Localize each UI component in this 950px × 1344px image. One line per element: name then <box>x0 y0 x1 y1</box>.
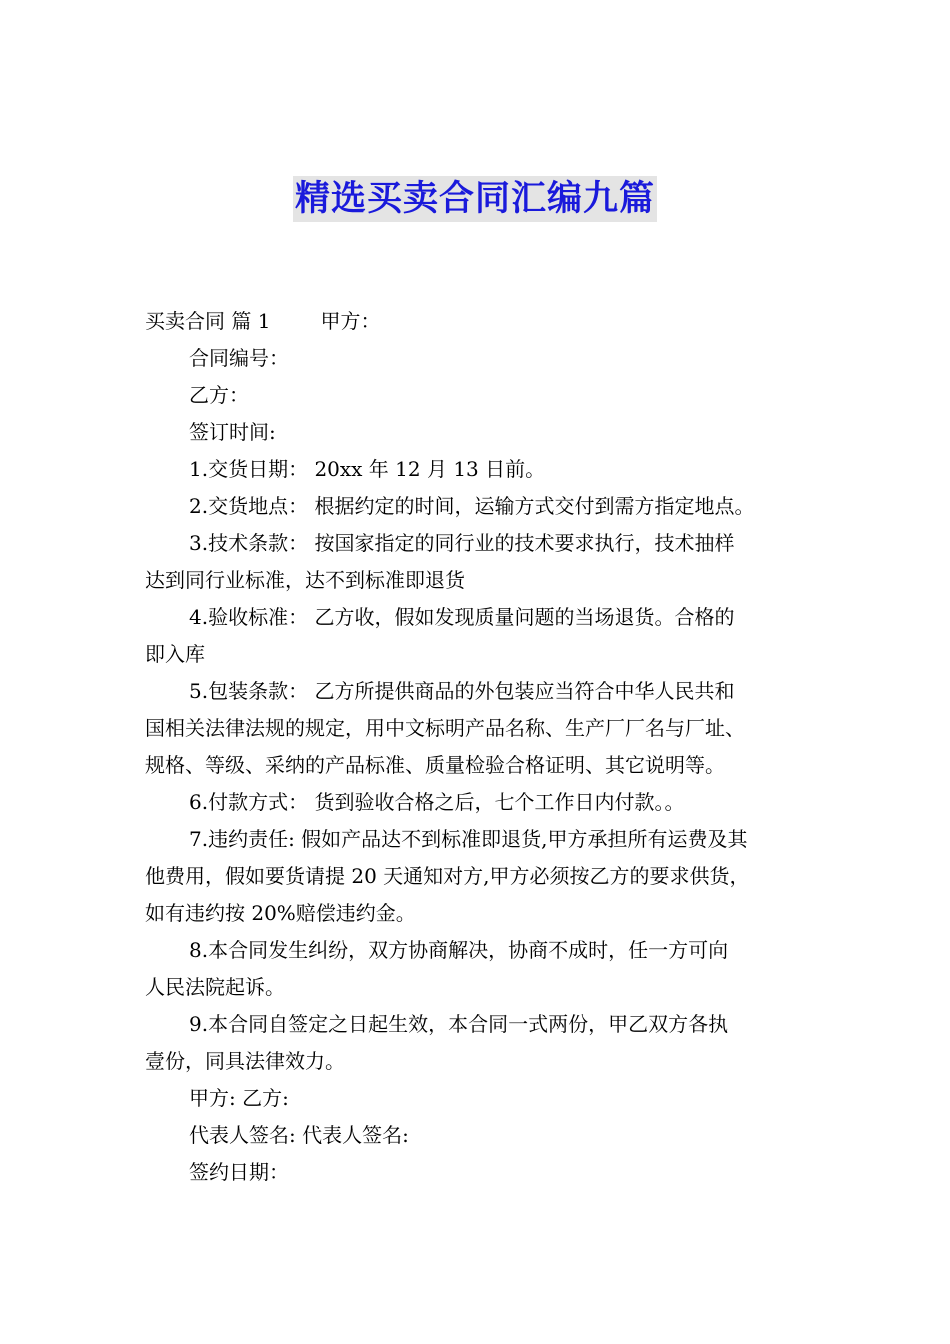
document-title: 精选买卖合同汇编九篇 <box>293 176 657 222</box>
clause-7-line-3: 如有违约按 20%赔偿违约金。 <box>145 901 416 925</box>
clause-4-line-1: 4.验收标准： 乙方收，假如发现质量问题的当场退货。合格的 <box>189 605 735 629</box>
clause-1: 1.交货日期： 20xx 年 12 月 13 日前。 <box>189 457 546 481</box>
clause-9-line-1: 9.本合同自签定之日起生效，本合同一式两份，甲乙双方各执 <box>189 1012 729 1036</box>
clause-7-line-1: 7.违约责任: 假如产品达不到标准即退货,甲方承担所有运费及其 <box>189 827 748 851</box>
contract-number-line: 合同编号： <box>189 346 289 370</box>
clause-5-line-3: 规格、等级、采纳的产品标准、质量检验合格证明、其它说明等。 <box>145 753 725 777</box>
clause-3-line-1: 3.技术条款： 按国家指定的同行业的技术要求执行，技术抽样 <box>189 531 735 555</box>
clause-4-line-2: 即入库 <box>145 642 205 666</box>
signature-date: 签约日期： <box>189 1160 289 1184</box>
contract-heading: 买卖合同 篇 1 <box>145 309 271 333</box>
contract-heading-line <box>145 303 825 340</box>
clause-6: 6.付款方式： 货到验收合格之后，七个工作日内付款。。 <box>189 790 685 814</box>
signature-parties: 甲方: 乙方: <box>189 1086 289 1110</box>
signature-representatives: 代表人签名: 代表人签名: <box>189 1123 409 1147</box>
clause-9-line-2: 壹份，同具法律效力。 <box>145 1049 345 1073</box>
clause-8-line-1: 8.本合同发生纠纷，双方协商解决，协商不成时，任一方可向 <box>189 938 729 962</box>
clause-7-line-2: 他费用，假如要货请提 20 天通知对方,甲方必须按乙方的要求供货， <box>145 864 750 888</box>
contract-body <box>145 303 825 1191</box>
title-container <box>0 176 950 222</box>
clause-2: 2.交货地点： 根据约定的时间，运输方式交付到需方指定地点。 <box>189 494 755 518</box>
signing-time-line: 签订时间: <box>189 420 276 444</box>
clause-5-line-2: 国相关法律法规的规定，用中文标明产品名称、生产厂厂名与厂址、 <box>145 716 745 740</box>
clause-3-line-2: 达到同行业标准，达不到标准即退货 <box>145 568 465 592</box>
clause-5-line-1: 5.包装条款： 乙方所提供商品的外包装应当符合中华人民共和 <box>189 679 735 703</box>
party-a-label: 甲方： <box>320 309 381 333</box>
party-b-line: 乙方： <box>189 383 249 407</box>
clause-8-line-2: 人民法院起诉。 <box>145 975 285 999</box>
